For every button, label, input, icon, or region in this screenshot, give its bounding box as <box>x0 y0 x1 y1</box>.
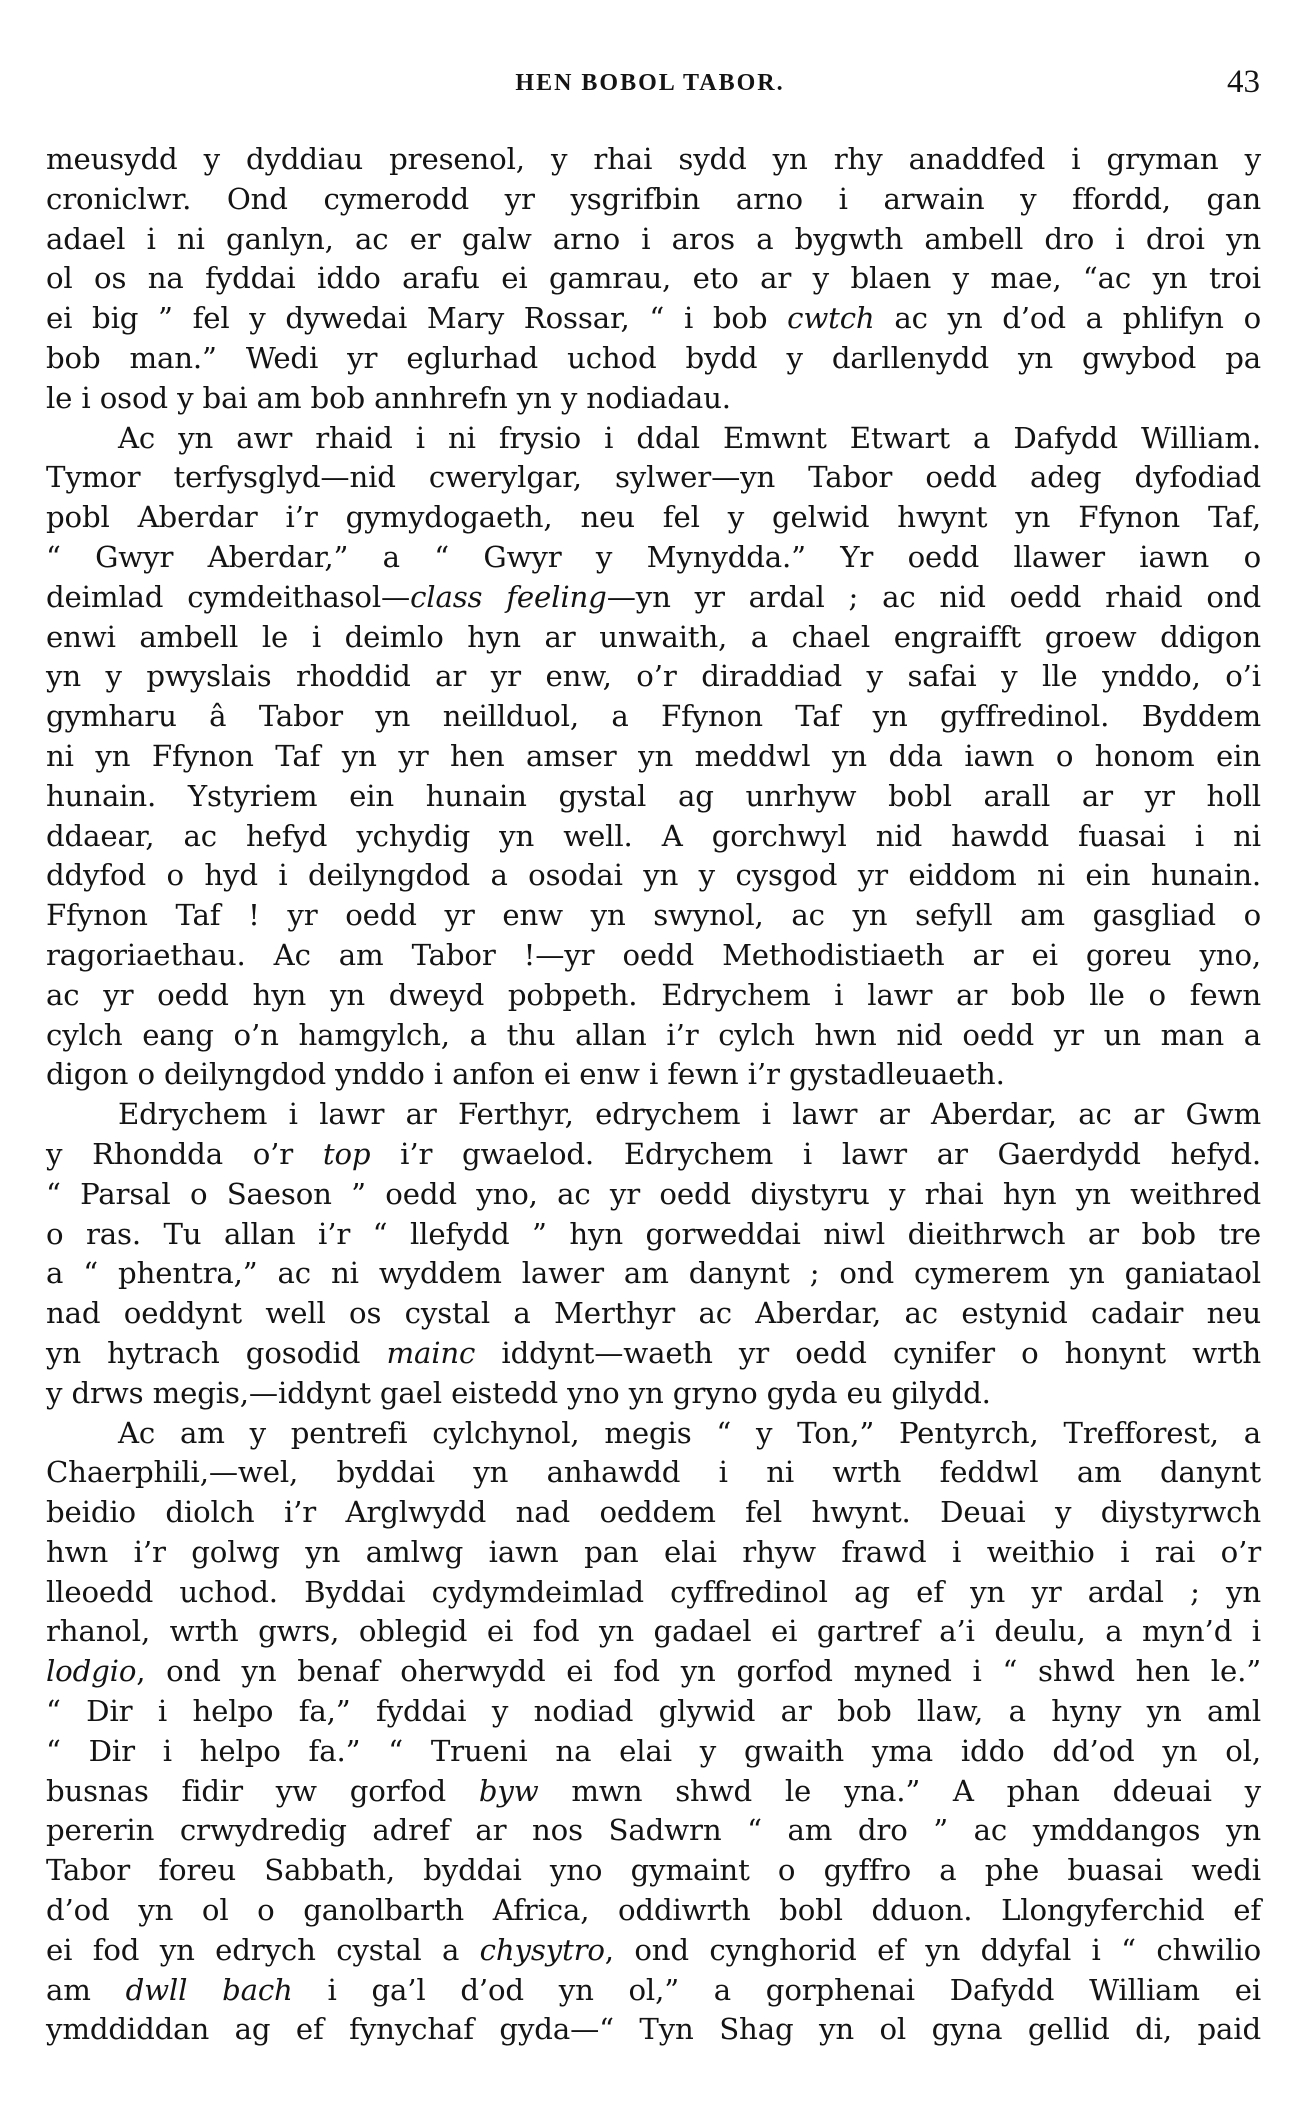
text-line <box>46 1851 1261 1891</box>
line-text: yn hytrach gosodid <box>46 1335 387 1370</box>
line-text: croniclwr. Ond cymerodd yr ysgrifbin arno i arwain y ffordd, gan <box>46 181 1261 216</box>
text-line <box>46 1135 1261 1175</box>
text-line <box>46 299 1261 339</box>
text-line <box>46 419 1261 459</box>
text-line <box>46 578 1261 618</box>
text-line <box>46 1772 1261 1812</box>
italic-word: chysytro <box>479 1932 605 1967</box>
italic-word: top <box>322 1136 371 1171</box>
text-line <box>46 1732 1261 1772</box>
line-text: am <box>46 1972 126 2007</box>
line-text: meusydd y dyddiau presenol, y rhai sydd yn rhy anaddfed i gryman y <box>46 142 1261 176</box>
line-text-after: —yn yr ardal ; ac nid oedd rhaid ond <box>606 579 1262 614</box>
line-text: cylch eang o’n hamgylch, a thu allan i’r cylch hwn nid oedd yr un man a <box>46 1017 1261 1052</box>
text-line <box>46 1891 1261 1931</box>
line-text: o ras. Tu allan i’r “ llefydd ” hyn gorweddai niwl dieithrwch ar bob tre <box>46 1216 1261 1251</box>
line-text: y Rhondda o’r <box>46 1136 323 1171</box>
text-line <box>46 697 1261 737</box>
text-line <box>46 936 1261 976</box>
text-line <box>46 259 1261 299</box>
text-line <box>46 1612 1261 1652</box>
text-line <box>46 1175 1261 1215</box>
line-text: y drws megis,—iddynt gael eistedd yno yn gryno gyda eu gilydd. <box>46 1375 991 1410</box>
text-line <box>46 1055 1261 1095</box>
text-line <box>46 1971 1261 2011</box>
line-text: ei big ” fel y dywedai Mary Rossar, “ i bob <box>46 301 788 336</box>
text-line <box>46 896 1261 936</box>
line-text: digon o deilyngdod ynddo i anfon ei enw i fewn i’r gystadleuaeth. <box>46 1057 1005 1092</box>
italic-word: class feeling <box>410 579 607 614</box>
line-text-after: i ga’l d’od yn ol,” a gorphenai Dafydd William ei <box>292 1972 1262 2007</box>
line-text-after: iddynt—waeth yr oedd cynifer o honynt wrth <box>475 1335 1262 1370</box>
text-line <box>46 657 1261 697</box>
body-text <box>46 140 1261 2050</box>
line-text-after: , ond yn benaf oherwydd ei fod yn gorfod myned i “ shwd hen le.” <box>136 1654 1261 1689</box>
text-line <box>46 1294 1261 1334</box>
line-text: busnas fidir yw gorfod <box>46 1773 479 1808</box>
line-text: hunain. Ystyriem ein hunain gystal ag unrhyw bobl arall ar yr holl <box>46 778 1261 813</box>
line-text: Edrychem i lawr ar Ferthyr, edrychem i lawr ar Aberdar, ac ar Gwm <box>118 1097 1261 1132</box>
line-text: Ffynon Taf ! yr oedd yr enw yn swynol, ac yn sefyll am gasgliad o <box>46 898 1261 933</box>
line-text: hwn i’r golwg yn amlwg iawn pan elai rhyw frawd i weithio i rai o’r <box>46 1534 1261 1569</box>
text-line <box>46 1254 1261 1294</box>
text-line <box>46 1811 1261 1851</box>
text-line <box>46 1692 1261 1732</box>
line-text-after: i’r gwaelod. Edrychem i lawr ar Gaerdydd hefyd. <box>370 1136 1261 1171</box>
text-line <box>46 339 1261 379</box>
text-line <box>46 817 1261 857</box>
line-text: a “ phentra,” ac ni wyddem lawer am danynt ; ond cymerem yn ganiataol <box>46 1256 1261 1291</box>
page-number: 43 <box>1227 64 1260 100</box>
text-line <box>46 1652 1261 1692</box>
text-line <box>46 1493 1261 1533</box>
text-line <box>46 1016 1261 1056</box>
running-title: HEN BOBOL TABOR. <box>515 70 785 96</box>
line-text-after: , ond cynghorid ef yn ddyfal i “ chwilio <box>604 1932 1261 1967</box>
text-line <box>46 976 1261 1016</box>
line-text-after: ac yn d’od a phlifyn o <box>874 301 1262 336</box>
line-text: yn y pwyslais rhoddid ar yr enw, o’r diraddiad y safai y lle ynddo, o’i <box>46 659 1261 694</box>
line-text: ol os na fyddai iddo arafu ei gamrau, eto ar y blaen y mae, “ac yn troi <box>46 261 1261 296</box>
line-text: gymharu â Tabor yn neillduol, a Ffynon Taf yn gyffredinol. Byddem <box>46 699 1261 734</box>
running-head <box>0 64 1300 104</box>
line-text: Ac yn awr rhaid i ni frysio i ddal Emwnt Etwart a Dafydd William. <box>118 420 1261 455</box>
text-line <box>46 498 1261 538</box>
line-text: ac yr oedd hyn yn dweyd pobpeth. Edrychem i lawr ar bob lle o fewn <box>46 977 1261 1012</box>
text-line <box>46 180 1261 220</box>
text-line <box>46 856 1261 896</box>
text-line <box>46 458 1261 498</box>
line-text: ddaear, ac hefyd ychydig yn well. A gorchwyl nid hawdd fuasai i ni <box>46 818 1261 853</box>
line-text: Ac am y pentrefi cylchynol, megis “ y Ton,” Pentyrch, Trefforest, a <box>118 1415 1261 1450</box>
italic-word: mainc <box>386 1335 476 1370</box>
line-text: enwi ambell le i deimlo hyn ar unwaith, a chael engraifft groew ddigon <box>46 619 1261 654</box>
text-line <box>46 1414 1261 1454</box>
line-text-after: mwn shwd le yna.” A phan ddeuai y <box>538 1773 1261 1808</box>
line-text: d’od yn ol o ganolbarth Africa, oddiwrth bobl dduon. Llongyferchid ef <box>46 1893 1261 1928</box>
line-text: pobl Aberdar i’r gymydogaeth, neu fel y gelwid hwynt yn Ffynon Taf, <box>46 500 1261 535</box>
text-line <box>46 1931 1261 1971</box>
text-line <box>46 618 1261 658</box>
text-line <box>46 379 1261 419</box>
line-text: ddyfod o hyd i deilyngdod a osodai yn y cysgod yr eiddom ni ein hunain. <box>46 858 1261 893</box>
line-text: Chaerphili,—wel, byddai yn anhawdd i ni wrth feddwl am danynt <box>46 1455 1261 1490</box>
text-line <box>46 1533 1261 1573</box>
line-text: “ Parsal o Saeson ” oedd yno, ac yr oedd diystyru y rhai hyn yn weithred <box>46 1176 1261 1211</box>
line-text: bob man.” Wedi yr eglurhad uchod bydd y darllenydd yn gwybod pa <box>46 340 1261 375</box>
line-text: ni yn Ffynon Taf yn yr hen amser yn meddwl yn dda iawn o honom ein <box>46 738 1261 773</box>
text-line <box>46 220 1261 260</box>
text-line <box>46 1215 1261 1255</box>
text-line <box>46 777 1261 817</box>
line-text: Tymor terfysglyd—nid cwerylgar, sylwer—yn Tabor oedd adeg dyfodiad <box>46 460 1261 495</box>
line-text: “ Dir i helpo fa.” “ Trueni na elai y gwaith yma iddo dd’od yn ol, <box>46 1733 1261 1768</box>
text-line <box>46 737 1261 777</box>
line-text: “ Gwyr Aberdar,” a “ Gwyr y Mynydda.” Yr oedd llawer iawn o <box>46 539 1261 574</box>
line-text: ei fod yn edrych cystal a <box>46 1932 480 1967</box>
line-text: le i osod y bai am bob annhrefn yn y nodiadau. <box>46 380 731 415</box>
line-text: adael i ni ganlyn, ac er galw arno i aros a bygwth ambell dro i droi yn <box>46 221 1261 256</box>
line-text: ymddiddan ag ef fynychaf gyda—“ Tyn Shag yn ol gyna gellid di, paid <box>46 2012 1261 2047</box>
line-text: rhanol, wrth gwrs, oblegid ei fod yn gadael ei gartref a’i deulu, a myn’d i <box>46 1614 1261 1649</box>
line-text: “ Dir i helpo fa,” fyddai y nodiad glywid ar bob llaw, a hyny yn aml <box>46 1694 1261 1729</box>
text-line <box>46 1374 1261 1414</box>
line-text: nad oeddynt well os cystal a Merthyr ac Aberdar, ac estynid cadair neu <box>46 1296 1261 1331</box>
text-line <box>46 1573 1261 1613</box>
line-text: beidio diolch i’r Arglwydd nad oeddem fel hwynt. Deuai y diystyrwch <box>46 1495 1261 1530</box>
italic-word: cwtch <box>787 301 875 336</box>
text-line <box>46 1095 1261 1135</box>
line-text: lleoedd uchod. Byddai cydymdeimlad cyffredinol ag ef yn yr ardal ; yn <box>46 1574 1261 1609</box>
italic-word: byw <box>478 1773 539 1808</box>
line-text: deimlad cymdeithasol— <box>46 579 411 614</box>
line-text: ragoriaethau. Ac am Tabor !—yr oedd Methodistiaeth ar ei goreu yno, <box>46 937 1261 972</box>
italic-word: dwll bach <box>125 1972 293 2007</box>
text-line <box>46 1453 1261 1493</box>
text-line <box>46 1334 1261 1374</box>
text-line <box>46 2010 1261 2050</box>
line-text: Tabor foreu Sabbath, byddai yno gymaint o gyffro a phe buasai wedi <box>46 1853 1261 1888</box>
italic-word: lodgio <box>46 1654 137 1689</box>
text-line <box>46 140 1261 180</box>
text-line <box>46 538 1261 578</box>
line-text: pererin crwydredig adref ar nos Sadwrn “ am dro ” ac ymddangos yn <box>46 1813 1261 1848</box>
